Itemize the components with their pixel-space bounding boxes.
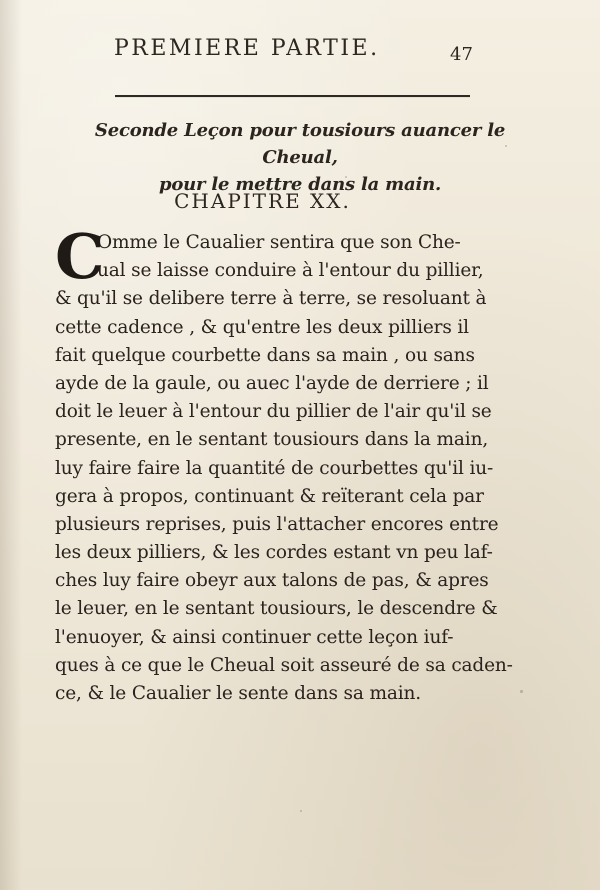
text-line: ches luy faire obeyr aux talons de pas, & apres (55, 570, 489, 592)
text-line: le leuer, en le sentant tousiours, le descendre & (55, 598, 498, 620)
lesson-title-line-2: pour le mettre dans la main. (158, 174, 442, 195)
paper-speckle (345, 176, 347, 178)
text-line: ual se laisse conduire à l'entour du pillier, (97, 260, 484, 282)
page-number: 47 (450, 44, 473, 65)
text-line: ce, & le Caualier le sente dans sa main. (55, 683, 422, 704)
text-line: fait quelque courbette dans sa main , ou sans (55, 344, 475, 366)
gutter-shadow (0, 0, 22, 890)
lesson-title-line-1: Seconde Leçon pour tousiours auancer le Cheual, (94, 120, 506, 168)
chapter-heading: CHAPITRE XX. (174, 189, 351, 213)
drop-cap: C (55, 220, 105, 293)
text-line: luy faire faire la quantité de courbettes qu'il iu- (55, 457, 494, 479)
text-line: gera à propos, continuant & reïterant cela par (55, 485, 484, 507)
text-line: presente, en le sentant tousiours dans la main, (55, 429, 489, 451)
lesson-title (90, 117, 510, 198)
text-line: ques à ce que le Cheual soit asseuré de sa caden- (55, 654, 513, 676)
body-text (55, 220, 513, 708)
header-rule (115, 95, 470, 97)
running-head: PREMIERE PARTIE. (114, 36, 380, 61)
paper-speckle (505, 145, 507, 147)
paper-speckle (520, 690, 523, 693)
text-line: Omme le Caualier sentira que son Che- (97, 232, 461, 253)
text-line: doit le leuer à l'entour du pillier de l'air qu'il se (55, 401, 492, 423)
paper-speckle (300, 810, 302, 812)
text-line: cette cadence , & qu'entre les deux pilliers il (55, 316, 469, 338)
page-header (0, 38, 600, 78)
text-line: l'enuoyer, & ainsi continuer cette leçon iuf- (55, 626, 454, 648)
text-line: ayde de la gaule, ou auec l'ayde de derriere ; il (55, 372, 489, 394)
text-line: & qu'il se delibere terre à terre, se resoluant à (55, 288, 487, 310)
text-line: plusieurs reprises, puis l'attacher encores entre (55, 513, 499, 535)
text-line: les deux pilliers, & les cordes estant vn peu laf- (55, 542, 493, 564)
